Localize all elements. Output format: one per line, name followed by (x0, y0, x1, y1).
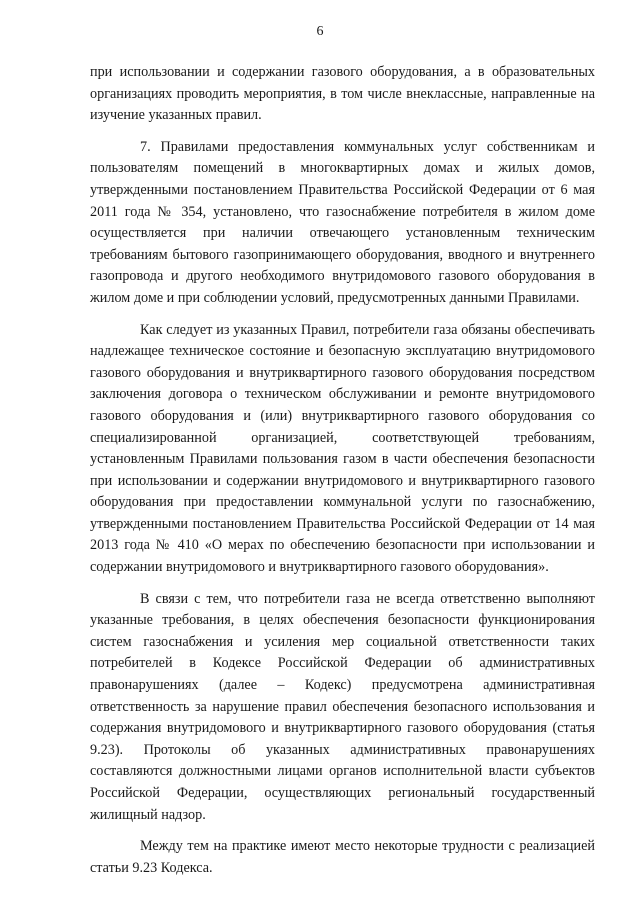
document-body (90, 62, 595, 879)
page-number: 6 (316, 24, 324, 39)
paragraph-consumer-obligations: Как следует из указанных Правил, потребители газа обязаны обеспечивать надлежащее техническое состояние и безопасную эксплуатацию внутридомового газового оборудования и внутриквартирного газового оборудования посредством заключения договора о техническом обслуживании и ремонте внутридомового газового оборудования и (или) внутриквартирного газового оборудования со специализированной организацией, соответствующей требованиям, установленным Правилами пользования газом в части обеспечения безопасности при использовании и содержании внутридомового и внутриквартирного газового оборудования при предоставлении коммунальной услуги по газоснабжению, утвержденными постановлением Правительства Российской Федерации от 14 мая 2013 года № 410 «О мерах по обеспечению безопасности при использовании и содержании внутридомового и внутриквартирного газового оборудования». (90, 321, 595, 576)
paragraph-continuation: при использовании и содержании газового оборудования, а в образовательных организациях проводить мероприятия, в том числе внеклассные, направленные на изучение указанных правил. (90, 64, 595, 124)
paragraph-practical-difficulties: Между тем на практике имеют место некоторые трудности с реализацией статьи 9.23 Кодекса. (90, 838, 595, 876)
paragraph-administrative-liability: В связи с тем, что потребители газа не всегда ответственно выполняют указанные требования, в целях обеспечения безопасности функционирования систем газоснабжения и усиления мер социальной ответственности таких потребителей в Кодексе Российской Федерации об административных правонарушениях (далее – Кодекс) предусмотрена административная ответственность за нарушение правил обеспечения безопасного использования и содержания внутридомового и внутриквартирного газового оборудования (статья 9.23). Протоколы об указанных административных правонарушениях составляются должностными лицами органов исполнительной власти субъектов Российской Федерации, осуществляющих региональный государственный жилищный надзор. (90, 590, 595, 823)
paragraph-item-7: 7. Правилами предоставления коммунальных услуг собственникам и пользователям помещений в многоквартирных домах и жилых домов, утвержденными постановлением Правительства Российской Федерации от 6 мая 2011 года № 354, установлено, что газоснабжение потребителя в жилом доме осуществляется при наличии отвечающего установленным техническим требованиям бытового газопринимающего оборудования, вводного и внутреннего газопровода и другого необходимого внутридомового газового оборудования в жилом доме и при соблюдении условий, предусмотренных данными Правилами. (90, 138, 595, 306)
